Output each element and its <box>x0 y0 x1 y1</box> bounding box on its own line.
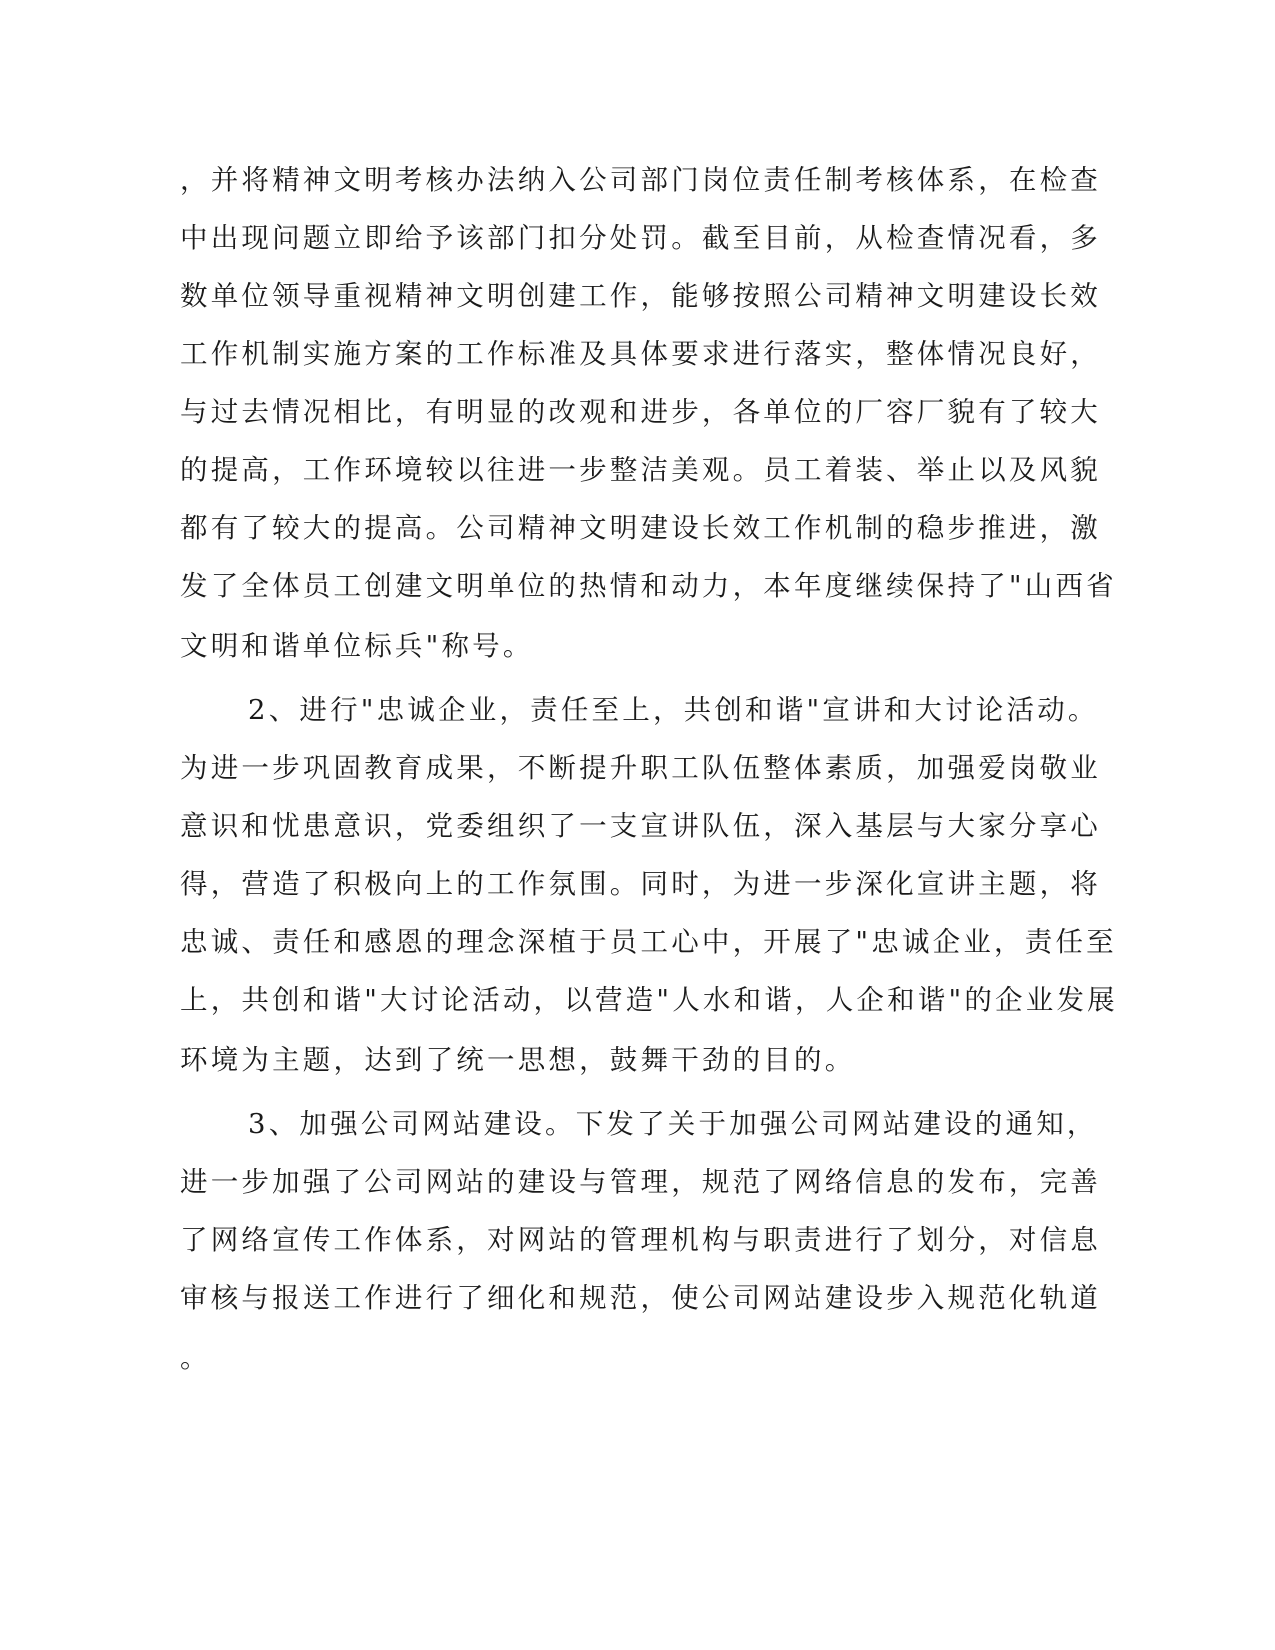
text-line: ，并将精神文明考核办法纳入公司部门岗位责任制考核体系，在检查 <box>180 164 1101 196</box>
text-line: 为进一步巩固教育成果，不断提升职工队伍整体素质，加强爱岗敬业 <box>180 752 1101 784</box>
text-line: 文明和谐单位标兵"称号。 <box>180 630 534 662</box>
text-line: 了网络宣传工作体系，对网站的管理机构与职责进行了划分，对信息 <box>180 1224 1101 1256</box>
text-line: 上，共创和谐"大讨论活动，以营造"人水和谐，人企和谐"的企业发展 <box>180 984 1118 1016</box>
paragraph-heading: 2、进行"忠诚企业，责任至上，共创和谐"宣讲和大讨论活动。 <box>248 694 1099 726</box>
text-line: 忠诚、责任和感恩的理念深植于员工心中，开展了"忠诚企业，责任至 <box>180 926 1117 958</box>
text-line: 与过去情况相比，有明显的改观和进步，各单位的厂容厂貌有了较大 <box>180 396 1101 428</box>
text-line: 发了全体员工创建文明单位的热情和动力，本年度继续保持了"山西省 <box>180 570 1117 602</box>
text-line: 意识和忧患意识，党委组织了一支宣讲队伍，深入基层与大家分享心 <box>180 810 1101 842</box>
text-line: 工作机制实施方案的工作标准及具体要求进行落实，整体情况良好， <box>180 338 1101 370</box>
text-line: 环境为主题，达到了统一思想，鼓舞干劲的目的。 <box>180 1044 856 1076</box>
text-line: 数单位领导重视精神文明创建工作，能够按照公司精神文明建设长效 <box>180 280 1101 312</box>
text-line: 进一步加强了公司网站的建设与管理，规范了网络信息的发布，完善 <box>180 1166 1101 1198</box>
text-line: 的提高，工作环境较以往进一步整洁美观。员工着装、举止以及风貌 <box>180 454 1101 486</box>
paragraph-heading: 3、加强公司网站建设。下发了关于加强公司网站建设的通知， <box>248 1108 1098 1140</box>
text-line: 中出现问题立即给予该部门扣分处罚。截至目前，从检查情况看，多 <box>180 222 1101 254</box>
text-line: 得，营造了积极向上的工作氛围。同时，为进一步深化宣讲主题，将 <box>180 868 1101 900</box>
text-line: 。 <box>180 1342 211 1374</box>
text-line: 审核与报送工作进行了细化和规范，使公司网站建设步入规范化轨道 <box>180 1282 1101 1314</box>
text-line: 都有了较大的提高。公司精神文明建设长效工作机制的稳步推进，激 <box>180 512 1101 544</box>
